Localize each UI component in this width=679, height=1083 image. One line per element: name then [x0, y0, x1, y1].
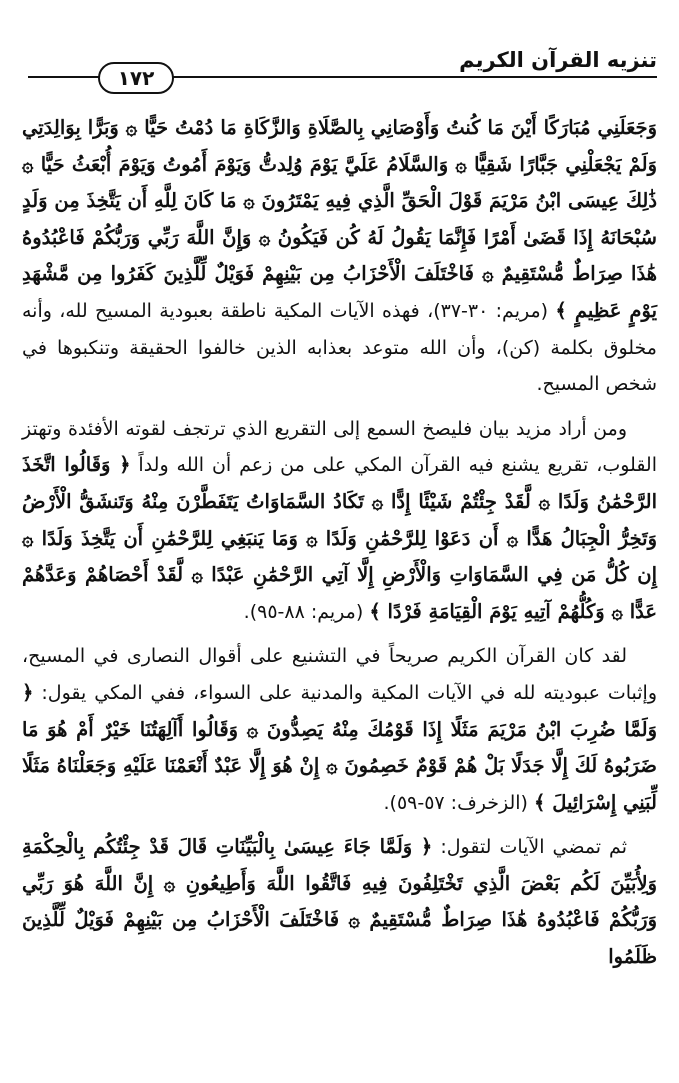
- paragraph-2: [22, 411, 657, 631]
- quran-verse: وَجَعَلَنِي مُبَارَكًا أَيْنَ مَا كُنتُ وَأَوْصَانِي بِالصَّلَاةِ وَالزَّكَاةِ مَا دُمْتُ حَيًّا ۞ وَبَرًّا بِوَالِدَتِي وَلَمْ يَجْعَلْنِي جَبَّارًا شَقِيًّا ۞ وَالسَّلَامُ عَلَيَّ يَوْمَ وُلِدتُّ وَيَوْمَ أَمُوتُ وَيَوْمَ أُبْعَثُ حَيًّا ۞ ذَٰلِكَ عِيسَى ابْنُ مَرْيَمَ قَوْلَ الْحَقِّ الَّذِي فِيهِ يَمْتَرُونَ ۞ مَا كَانَ لِلَّهِ أَن يَتَّخِذَ مِن وَلَدٍ سُبْحَانَهُ إِذَا قَضَىٰ أَمْرًا فَإِنَّمَا يَقُولُ لَهُ كُن فَيَكُونُ ۞ وَإِنَّ اللَّهَ رَبِّي وَرَبُّكُمْ فَاعْبُدُوهُ هَٰذَا صِرَاطٌ مُّسْتَقِيمٌ ۞ فَاخْتَلَفَ الْأَحْزَابُ مِن بَيْنِهِمْ فَوَيْلٌ لِّلَّذِينَ كَفَرُوا مِن مَّشْهَدِ يَوْمٍ عَظِيمٍ ﴾: [22, 116, 657, 322]
- verse-reference: (الزخرف: ٥٧-٥٩).: [383, 791, 535, 814]
- paragraph-1: [22, 110, 657, 403]
- commentary-text: ثم تمضي الآيات لتقول:: [432, 836, 627, 859]
- commentary-text: ومن أراد مزيد بيان فليصخ السمع إلى التقريع الذي ترتجف لقوته الأفئدة وتهتز القلوب، تقريع يشنع فيه القرآن المكي على من زعم أن الله ولداً: [22, 417, 657, 477]
- commentary-text: (مريم: ٣٠-٣٧)، فهذه الآيات المكية ناطقة بعبودية المسيح لله، وأنه مخلوق بكلمة (كن)، وأن الله متوعد بعذابه الذين خالفوا الحقيقة وتنكبوها في شخص المسيح.: [22, 299, 657, 396]
- quran-verse: ﴿ وَلَمَّا جَاءَ عِيسَىٰ بِالْبَيِّنَاتِ قَالَ قَدْ جِئْتُكُم بِالْحِكْمَةِ وَلِأُبَيِّنَ لَكُم بَعْضَ الَّذِي تَخْتَلِفُونَ فِيهِ فَاتَّقُوا اللَّهَ وَأَطِيعُونِ ۞ إِنَّ اللَّهَ هُوَ رَبِّي وَرَبُّكُمْ فَاعْبُدُوهُ هَٰذَا صِرَاطٌ مُّسْتَقِيمٌ ۞ فَاخْتَلَفَ الْأَحْزَابُ مِن بَيْنِهِمْ فَوَيْلٌ لِّلَّذِينَ ظَلَمُوا: [22, 835, 657, 969]
- paragraph-3: [22, 638, 657, 821]
- body-text: [22, 110, 657, 984]
- page-number: ١٧٢: [98, 62, 174, 94]
- quran-verse: ﴿ وَقَالُوا اتَّخَذَ الرَّحْمَٰنُ وَلَدًا ۞ لَّقَدْ جِئْتُمْ شَيْئًا إِدًّا ۞ تَكَادُ السَّمَاوَاتُ يَتَفَطَّرْنَ مِنْهُ وَتَنشَقُّ الْأَرْضُ وَتَخِرُّ الْجِبَالُ هَدًّا ۞ أَن دَعَوْا لِلرَّحْمَٰنِ وَلَدًا ۞ وَمَا يَنبَغِي لِلرَّحْمَٰنِ أَن يَتَّخِذَ وَلَدًا ۞ إِن كُلُّ مَن فِي السَّمَاوَاتِ وَالْأَرْضِ إِلَّا آتِي الرَّحْمَٰنِ عَبْدًا ۞ لَّقَدْ أَحْصَاهُمْ وَعَدَّهُمْ عَدًّا ۞ وَكُلُّهُمْ آتِيهِ يَوْمَ الْقِيَامَةِ فَرْدًا ﴾: [22, 453, 657, 623]
- quran-verse: ﴿ وَلَمَّا ضُرِبَ ابْنُ مَرْيَمَ مَثَلًا إِذَا قَوْمُكَ مِنْهُ يَصِدُّونَ ۞ وَقَالُوا أَآلِهَتُنَا خَيْرٌ أَمْ هُوَ مَا ضَرَبُوهُ لَكَ إِلَّا جَدَلًا بَلْ هُمْ قَوْمٌ خَصِمُونَ ۞ إِنْ هُوَ إِلَّا عَبْدٌ أَنْعَمْنَا عَلَيْهِ وَجَعَلْنَاهُ مَثَلًا لِّبَنِي إِسْرَائِيلَ ﴾: [22, 680, 657, 814]
- running-title: تنزيه القرآن الكريم: [459, 48, 657, 72]
- verse-reference: (مريم: ٨٨-٩٥).: [243, 600, 370, 623]
- commentary-text: لقد كان القرآن الكريم صريحاً في التشنيع على أقوال النصارى في المسيح، وإثبات عبوديته لله في الآيات المكية والمدنية على السواء، ففي المكي يقول:: [22, 645, 657, 704]
- paragraph-4: [22, 829, 657, 975]
- page-header: [28, 46, 657, 90]
